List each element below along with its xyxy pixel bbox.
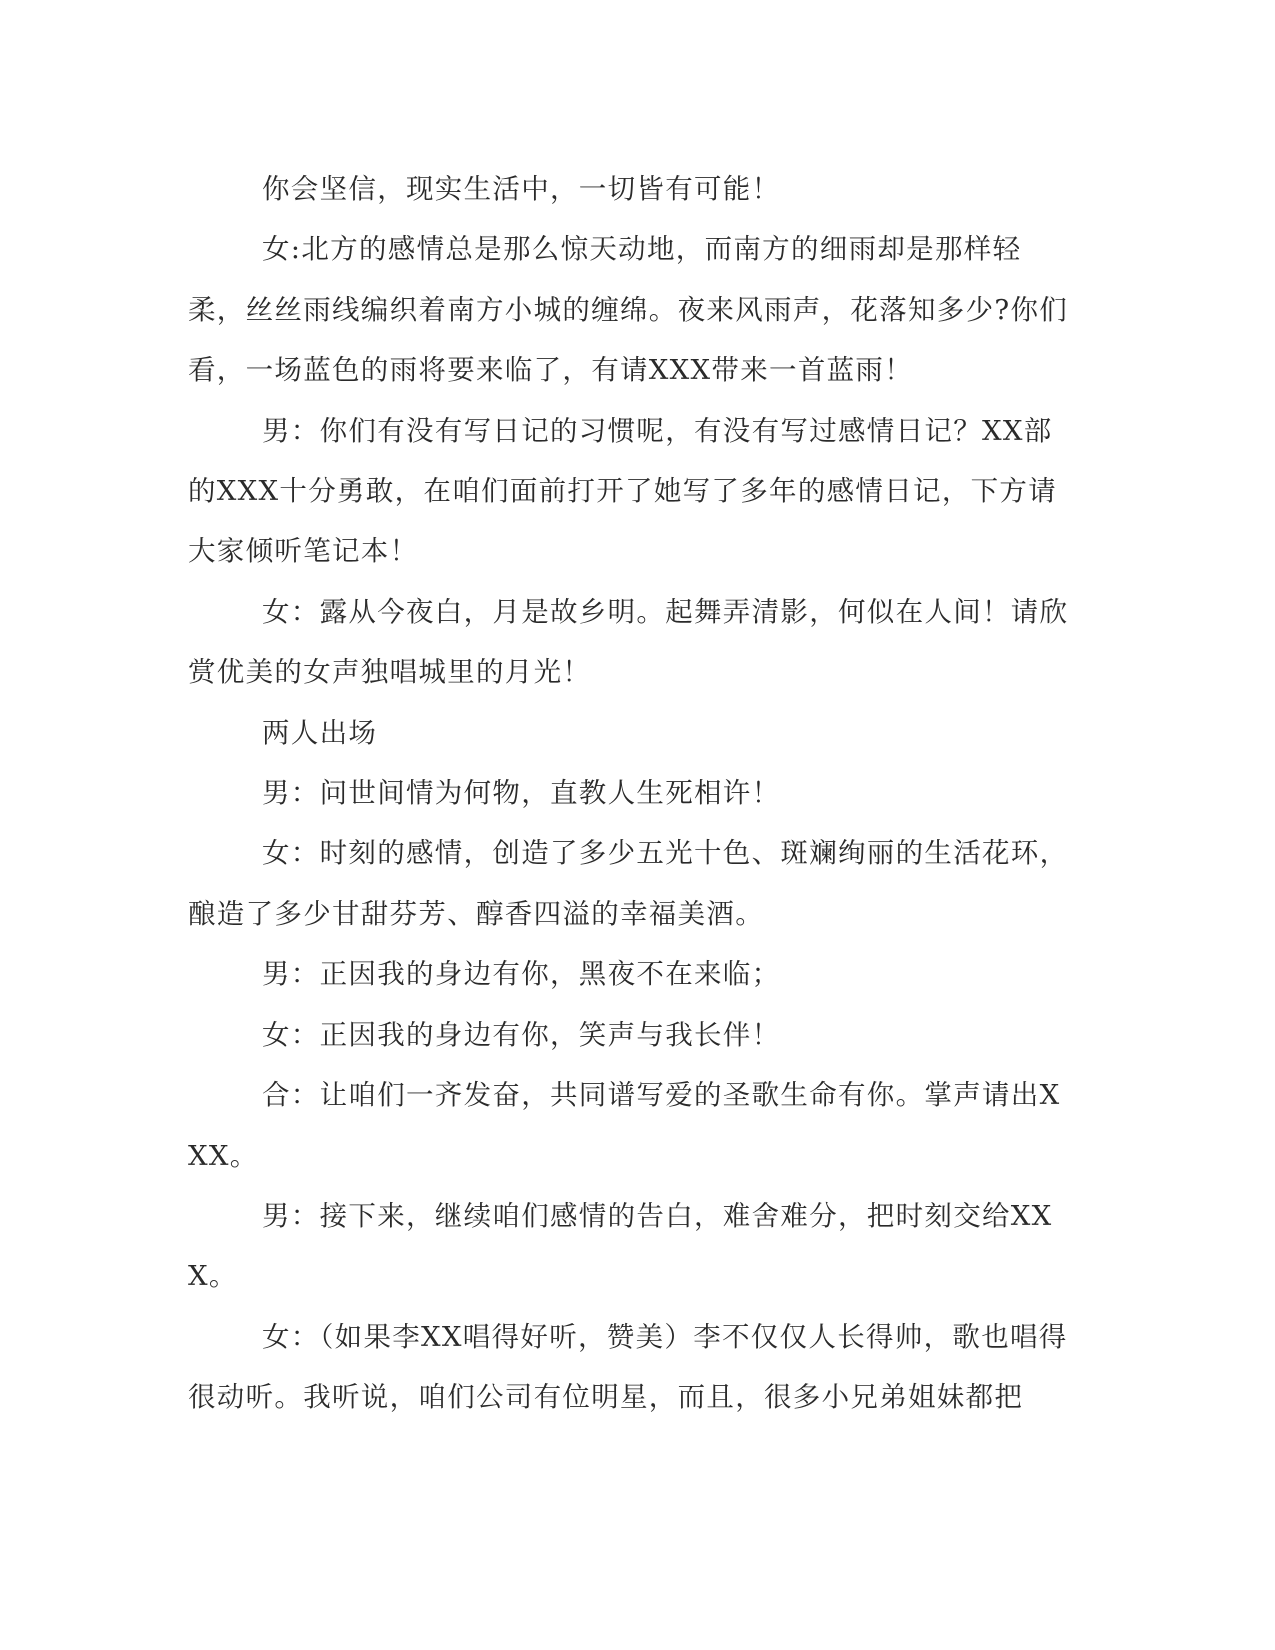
- paragraph-female-blue-rain: 女:北方的感情总是那么惊天动地，而南方的细雨却是那样轻柔，丝丝雨线编织着南方小城的缠绵。夜来风雨声，花落知多少?你们看，一场蓝色的雨将要来临了，有请XXX带来一首蓝雨！: [188, 233, 1069, 387]
- document-body: [188, 159, 1070, 1428]
- paragraph-female-praise: 女：（如果李XX唱得好听，赞美）李不仅仅人长得帅，歌也唱得很动听。我听说，咱们公司有位明星，而且，很多小兄弟姐妹都把: [188, 1320, 1068, 1414]
- paragraph-female-beside-you: 女：正因我的身边有你，笑声与我长伴！: [262, 1018, 781, 1051]
- paragraph-male-beside-you: 男：正因我的身边有你，黑夜不在来临；: [262, 958, 781, 991]
- paragraph-together: 合：让咱们一齐发奋，共同谱写爱的圣歌生命有你。掌声请出XXX。: [188, 1079, 1061, 1172]
- paragraph-male-diary: 男：你们有没有写日记的习惯呢，有没有写过感情日记？XX部的XXX十分勇敢，在咱们面前打开了她写了多年的感情日记，下方请大家倾听笔记本！: [188, 414, 1058, 568]
- paragraph-stage-direction: 两人出场: [262, 716, 378, 749]
- paragraph-male-next: 男：接下来，继续咱们感情的告白，难舍难分，把时刻交给XXX。: [188, 1199, 1053, 1293]
- paragraph-female-moonlight: 女：露从今夜白，月是故乡明。起舞弄清影，何似在人间！请欣赏优美的女声独唱城里的月光！: [188, 595, 1069, 689]
- paragraph-closing-line: 你会坚信，现实生活中，一切皆有可能！: [262, 173, 781, 205]
- paragraph-female-feelings: 女：时刻的感情，创造了多少五光十色、斑斓绚丽的生活花环，酿造了多少甘甜芬芳、醇香四溢的幸福美酒。: [188, 837, 1069, 930]
- paragraph-male-love: 男：问世间情为何物，直教人生死相许！: [262, 777, 781, 810]
